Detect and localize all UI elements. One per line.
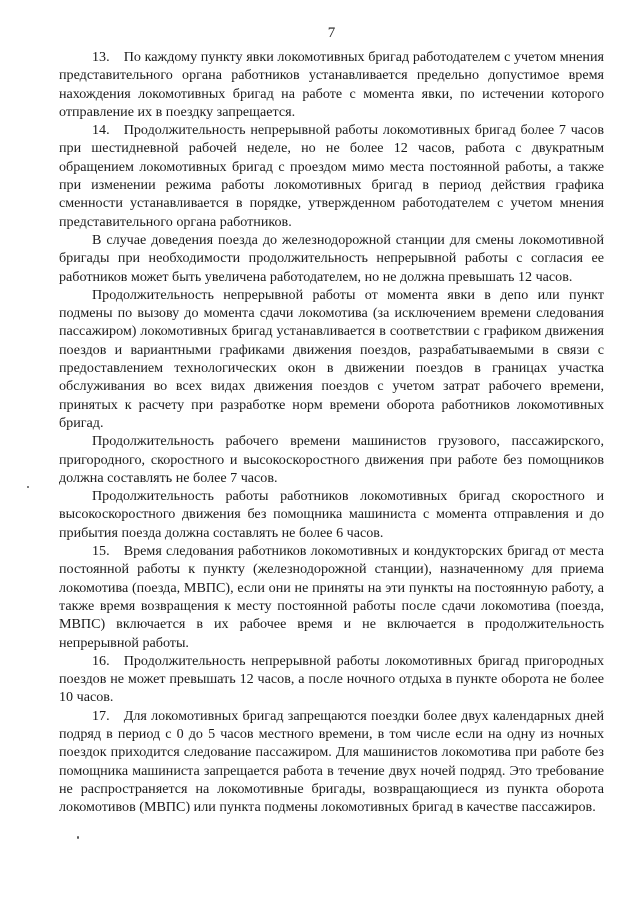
paragraph-14: 14. Продолжительность непрерывной работы локомотивных бригад более 7 часов при шестидневной рабочей неделе, но не более 12 часов, работа с двукратным обращением локомотивных бригад с проездом мимо места постоянной работы, а также при изменении режима работы локомотивных бригад в период действия графика сменности устанавливается в порядке, утвержденном работодателем с учетом мнения представительного органа работников. xyxy=(59,122,604,230)
scan-speck xyxy=(77,836,79,839)
paragraph-17: 17. Для локомотивных бригад запрещаются поездки более двух календарных дней подряд в период с 0 до 5 часов местного времени, в том числе если на одну из ночных поездок приходится следование пассажиром. Для машинистов локомотива при работе без помощника машиниста запрещается работа в течение двух ночей подряд. Это требование не распространяется на локомотивные бригады, возвращающиеся из пункта оборота локомотивов (МВПС) или пункта подмены локомотивных бригад в качестве пассажиров. xyxy=(59,707,604,816)
paragraph-14-extension: В случае доведения поезда до железнодорожной станции для смены локомотивной бригады при необходимости продолжительность непрерывной работы с согласия ее работников может быть увеличена работодателем, но не должна превышать 12 часов. xyxy=(59,231,604,285)
paragraph-14-high-speed: Продолжительность работы работников локомотивных бригад скоростного и высокоскоростного движения без помощника машиниста с момента отправления и до прибытия поезда должна составлять не более 6 часов. xyxy=(59,488,604,541)
scan-speck xyxy=(27,486,29,488)
paragraph-13: 13. По каждому пункту явки локомотивных бригад работодателем с учетом мнения представительного органа работников устанавливается предельно допустимое время нахождения локомотивных бригад на работе с момента явки, по истечении которого отправление их в поездку запрещается. xyxy=(59,49,604,120)
paragraph-16: 16. Продолжительность непрерывной работы локомотивных бригад пригородных поездов не может превышать 12 часов, а после ночного отдыха в пункте оборота не более 10 часов. xyxy=(59,652,604,706)
paragraph-14-continuous-work: Продолжительность непрерывной работы от момента явки в депо или пункт подмены по вызову до момента сдачи локомотива (за исключением времени следования пассажиром) локомотивных бригад устанавливается в соответствии с графиком движения поездов и вариантными графиками движения поездов, разрабатываемыми в связи с предоставлением технологических окон в движении поездов в границах участка обслуживания во всех видах движения поездов с учетом затрат рабочего времени, принятых к расчету при разработке норм времени оборота работников локомотивных бригад. xyxy=(59,286,604,431)
paragraph-14-driver-hours: Продолжительность рабочего времени машинистов грузового, пассажирского, пригородного, скоростного и высокоскоростного движения при работе без помощников должна составлять не более 7 часов. xyxy=(59,433,604,486)
paragraph-15: 15. Время следования работников локомотивных и кондукторских бригад от места постоянной работы к пункту (железнодорожной станции), назначенному для приема локомотива (поезда, МВПС), если они не приняты на эти пункты на постоянную работу, а также время возвращения к месту постоянной работы после сдачи локомотива (поезда, МВПС) включается в их рабочее время и не включается в продолжительность непрерывной работы. xyxy=(59,543,604,651)
page-number: 7 xyxy=(327,25,336,41)
